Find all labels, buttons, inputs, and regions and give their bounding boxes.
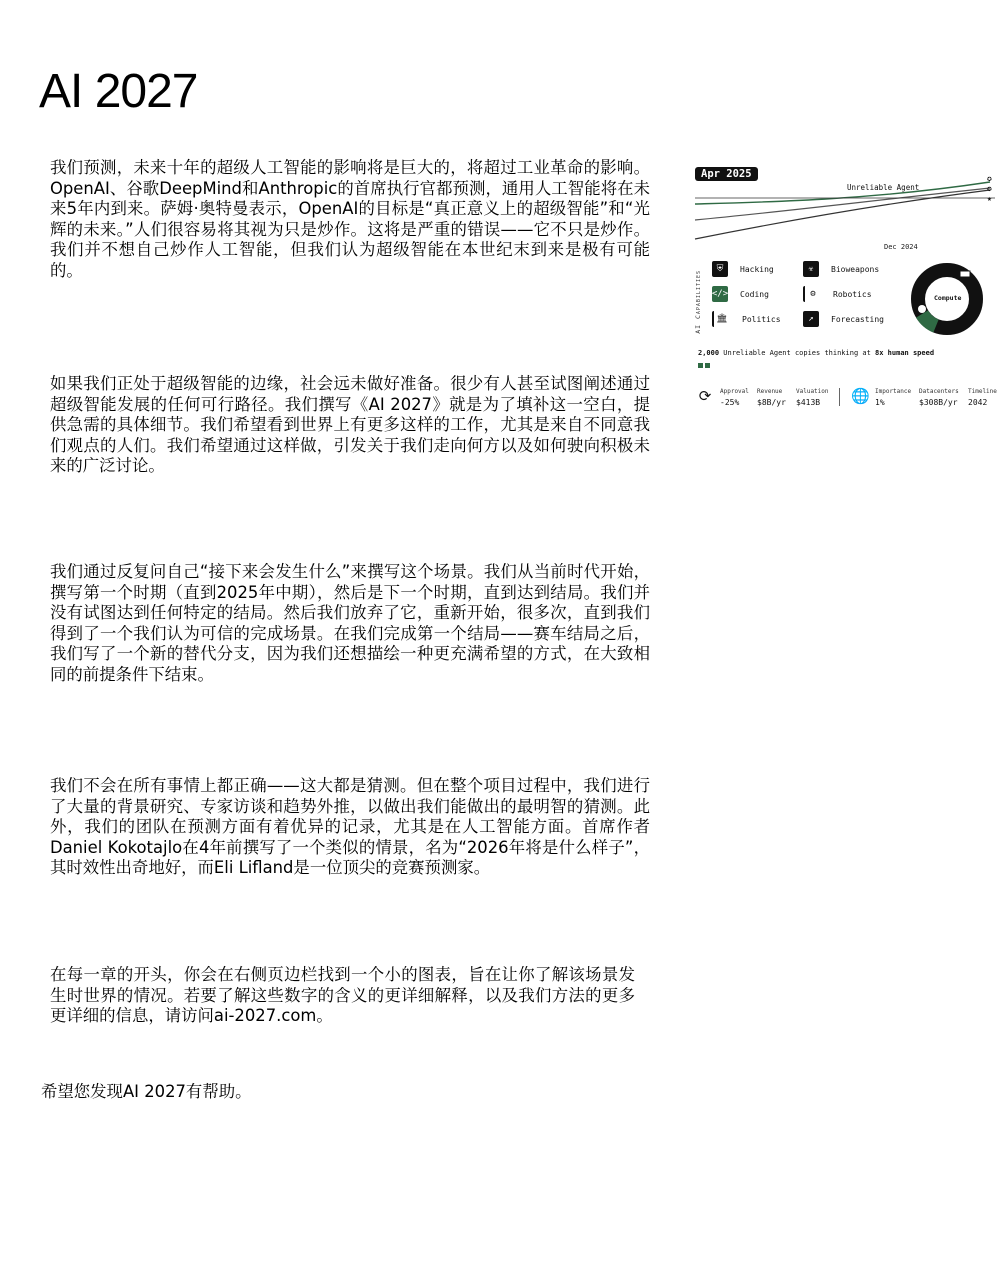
capability-robotics [803, 285, 872, 303]
capability-politics [712, 310, 781, 328]
capitol-icon: 🏛 [712, 311, 730, 327]
paragraph-sidebar-note: 在每一章的开头，你会在右侧页边栏找到一个小的图表，旨在让你了解该场景发生时世界的情况。若要了解这些数字的含义的更详细解释，以及我们方法的更多更详细的信息，请访问ai-2027.com。 [50, 965, 635, 1026]
paragraph-accuracy: 我们不会在所有事情上都正确——这大都是猜测。但在整个项目过程中，我们进行了大量的背景研究、专家访谈和趋势外推，以做出我们能做出的最明智的猜测。此外，我们的团队在预测方面有着优异的记录，尤其是在人工智能方面。首席作者Daniel Kokotajlo在4年前撰写了一个类似的情景，名为“2026年将是什么样子”，其时效性出奇地好，而Eli Lifland是一位顶尖的竞赛预测家。 [50, 776, 650, 878]
page-title: AI 2027 [39, 65, 198, 118]
paragraph-method: 我们通过反复问自己“接下来会发生什么”来撰写这个场景。我们从当前时代开始，撰写第一个时期（直到2025年中期），然后是下一个时期，直到达到结局。我们并没有试图达到任何特定的结局。然后我们放弃了它，重新开始，很多次，直到我们得到了一个我们认为可信的完成场景。在我们完成第一个结局——赛车结局之后，我们写了一个新的替代分支，因为我们还想描绘一种更充满希望的方式，在大致相同的前提条件下结束。 [50, 562, 650, 684]
stat-timeline [968, 388, 997, 407]
capability-label: Coding [740, 289, 769, 299]
date-marker-label: Dec 2024 [884, 243, 918, 251]
sidebar-status-widget [690, 162, 1002, 422]
capability-label: Robotics [833, 289, 872, 299]
stat-importance [875, 388, 911, 407]
stat-approval [720, 388, 749, 407]
stat-value: -25% [720, 398, 740, 407]
code-icon: </> [712, 286, 728, 302]
capability-label: Politics [742, 314, 781, 324]
ranking-icons: ✪ ✪ ★ [987, 174, 992, 203]
openbrain-logo-icon: ⟳ [698, 387, 712, 405]
stat-value: 1% [875, 398, 885, 407]
agent-copies-line [698, 349, 934, 357]
stat-value: $8B/yr [757, 398, 786, 407]
capability-forecasting [803, 310, 884, 328]
copy-square-marker [698, 363, 703, 368]
stats-divider [839, 388, 840, 406]
compute-label: Compute [934, 294, 962, 302]
stat-label: Timeline [968, 388, 997, 395]
stat-label: Revenue [757, 388, 783, 395]
stats-row [695, 386, 1005, 416]
capability-hacking [712, 260, 774, 278]
agent-label: Unreliable Agent [847, 183, 920, 192]
capabilities-side-label: AI Capabilities [694, 270, 702, 334]
stat-datacenters [919, 388, 959, 407]
date-badge: Apr 2025 [695, 167, 758, 181]
stat-label: Valuation [796, 388, 829, 395]
copy-square-marker [705, 363, 710, 368]
stat-valuation [796, 388, 829, 407]
stat-revenue [757, 388, 786, 407]
stat-value: $413B [796, 398, 821, 407]
copies-text: Unreliable Agent copies thinking at [723, 349, 871, 357]
copies-count: 2,000 [698, 349, 720, 357]
capability-label: Bioweapons [831, 264, 880, 274]
copies-speed: 8x human speed [875, 349, 935, 357]
stat-value: $308B/yr [919, 398, 958, 407]
robot-icon: ⚙ [803, 286, 821, 302]
stat-label: Datacenters [919, 388, 959, 395]
globe-icon: 🌐 [851, 387, 870, 405]
biohazard-icon: ☣ [803, 261, 819, 277]
stat-value: 2042 [968, 398, 988, 407]
trend-icon: ↗ [803, 311, 819, 327]
closing-line: 希望您发现AI 2027有帮助。 [41, 1082, 252, 1101]
capability-label: Hacking [740, 264, 774, 274]
capability-coding [712, 285, 769, 303]
capability-bioweapons [803, 260, 879, 278]
paragraph-preparedness: 如果我们正处于超级智能的边缘，社会远未做好准备。很少有人甚至试图阐述通过超级智能发展的任何可行路径。我们撰写《AI 2027》就是为了填补这一空白，提供急需的具体细节。我们希望看到世界上有更多这样的工作，尤其是来自不同意我们观点的人们。我们希望通过这样做，引发关于我们走向何方以及如何驶向积极未来的广泛讨论。 [50, 374, 650, 476]
stat-label: Importance [875, 388, 912, 395]
paragraph-intro: 我们预测，未来十年的超级人工智能的影响将是巨大的，将超过工业革命的影响。OpenAI、谷歌DeepMind和Anthropic的首席执行官都预测，通用人工智能将在未来5年内到来。萨姆·奥特曼表示，OpenAI的目标是“真正意义上的超级智能”和“光辉的未来。”人们很容易将其视为只是炒作。这将是严重的错误——它不只是炒作。我们并不想自己炒作人工智能，但我们认为超级智能在本世纪末到来是极有可能的。 [50, 158, 650, 280]
capability-label: Forecasting [831, 314, 884, 324]
shield-icon: ⛨ [712, 261, 728, 277]
stat-label: Approval [720, 388, 749, 395]
